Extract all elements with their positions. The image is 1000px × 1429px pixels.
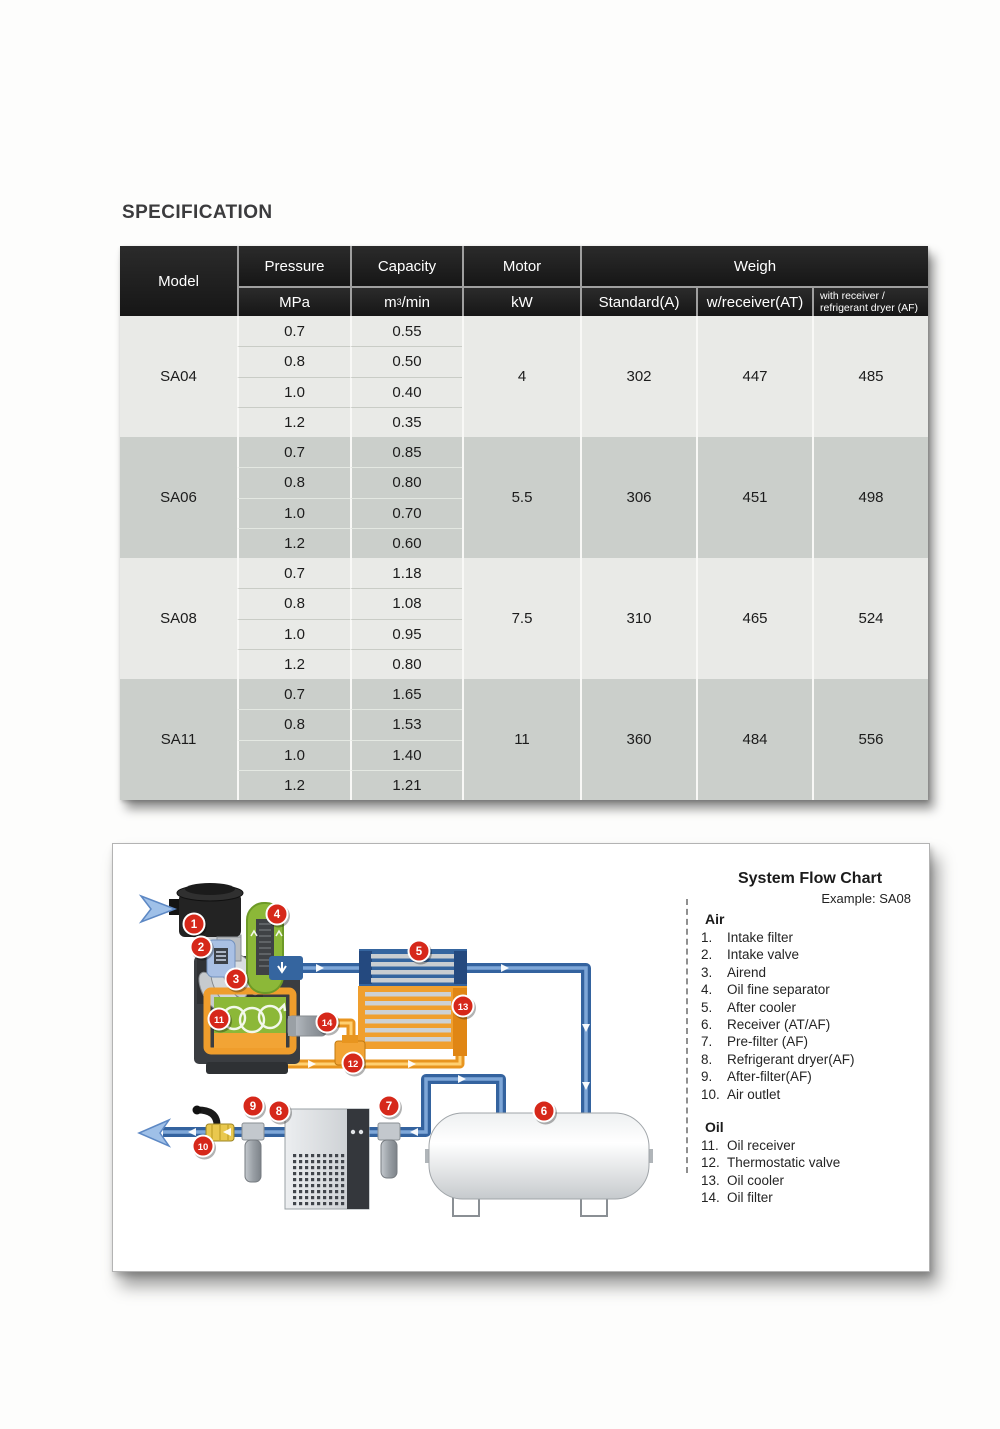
header-motor: Motor xyxy=(462,246,580,286)
pre-filter xyxy=(378,1123,400,1178)
legend-item-label: Oil fine separator xyxy=(727,982,830,998)
header-weigh-dryer-text: with receiver / refrigerant dryer (AF) xyxy=(820,289,919,314)
header-capacity-unit xyxy=(350,286,462,316)
specification-table xyxy=(120,246,928,800)
pressure-cell: 0.7 xyxy=(237,679,350,709)
header-motor-unit: kW xyxy=(462,286,580,316)
svg-text:3: 3 xyxy=(232,973,240,986)
capacity-unit-rest: /min xyxy=(401,293,430,311)
legend-item-number: 2. xyxy=(701,947,713,963)
pressure-cell: 1.2 xyxy=(237,649,350,679)
header-capacity: Capacity xyxy=(350,246,462,286)
legend-oil-item-2 xyxy=(699,1154,921,1171)
legend-oil-item-3 xyxy=(699,1172,921,1189)
motor-cell: 4 xyxy=(462,316,580,437)
legend-item-number: 5. xyxy=(701,999,713,1015)
model-cell: SA06 xyxy=(160,489,197,506)
legend-item-label: Pre-filter (AF) xyxy=(727,1034,808,1050)
capacity-cell: 0.50 xyxy=(350,346,462,376)
pressure-cell: 0.7 xyxy=(237,316,350,346)
capacity-cell: 1.08 xyxy=(350,588,462,618)
table-group-sa08 xyxy=(120,558,928,679)
header-pressure: Pressure xyxy=(237,246,350,286)
flow-chart-legend xyxy=(699,870,921,1207)
weight-standard-cell: 310 xyxy=(580,558,696,679)
capacity-cell: 0.80 xyxy=(350,649,462,679)
weight-standard-cell: 306 xyxy=(580,437,696,558)
weight-dryer-cell: 498 xyxy=(812,437,928,558)
legend-oil-list xyxy=(699,1137,921,1207)
legend-item-label: After-filter(AF) xyxy=(727,1069,812,1085)
svg-text:5: 5 xyxy=(415,945,423,958)
legend-air-item-8 xyxy=(699,1051,921,1068)
model-cell: SA04 xyxy=(160,368,197,385)
legend-air-item-9 xyxy=(699,1068,921,1085)
legend-air-item-6 xyxy=(699,1016,921,1033)
header-weigh: Weigh xyxy=(580,246,928,286)
legend-oil-label: Oil xyxy=(705,1119,724,1136)
weight-receiver-cell: 484 xyxy=(696,679,812,800)
capacity-cell: 1.21 xyxy=(350,770,462,800)
pressure-cell: 1.0 xyxy=(237,619,350,649)
pressure-cell: 0.8 xyxy=(237,709,350,739)
header-model: Model xyxy=(120,246,237,316)
flow-chart-example: Example: SA08 xyxy=(821,891,911,906)
table-group-sa11 xyxy=(120,679,928,800)
header-weigh-standard: Standard(A) xyxy=(580,286,696,316)
legend-item-number: 8. xyxy=(701,1051,713,1067)
badge-7 xyxy=(379,1096,403,1120)
pressure-cell: 0.8 xyxy=(237,588,350,618)
table-group-sa04 xyxy=(120,316,928,437)
legend-item-label: Airend xyxy=(727,964,767,980)
legend-item-number: 3. xyxy=(701,964,713,980)
legend-item-label: Refrigerant dryer(AF) xyxy=(727,1051,855,1067)
legend-item-number: 4. xyxy=(701,982,713,998)
badge-8 xyxy=(269,1101,293,1125)
capacity-cell: 0.95 xyxy=(350,619,462,649)
pressure-cell: 1.2 xyxy=(237,407,350,437)
table-header xyxy=(120,246,928,316)
weight-dryer-cell: 556 xyxy=(812,679,928,800)
svg-text:10: 10 xyxy=(197,1141,209,1153)
svg-text:13: 13 xyxy=(457,1001,469,1013)
motor-cell: 11 xyxy=(462,679,580,800)
table-group-sa06 xyxy=(120,437,928,558)
pressure-cell: 0.8 xyxy=(237,346,350,376)
weight-dryer-cell: 485 xyxy=(812,316,928,437)
svg-text:8: 8 xyxy=(275,1105,283,1118)
weight-dryer-cell: 524 xyxy=(812,558,928,679)
capacity-cell: 0.40 xyxy=(350,377,462,407)
dryer-vent-grid xyxy=(293,1154,344,1205)
svg-text:2: 2 xyxy=(197,941,205,954)
system-flow-chart-panel xyxy=(112,843,930,1272)
pressure-cell: 1.0 xyxy=(237,498,350,528)
svg-text:12: 12 xyxy=(347,1058,359,1070)
legend-oil-item-4 xyxy=(699,1189,921,1206)
capacity-cell: 1.40 xyxy=(350,740,462,770)
svg-text:7: 7 xyxy=(385,1100,393,1113)
capacity-cell: 0.80 xyxy=(350,467,462,497)
air-outlet xyxy=(139,1106,234,1147)
capacity-cell: 0.55 xyxy=(350,316,462,346)
badge-9 xyxy=(243,1096,267,1120)
legend-item-label: Receiver (AT/AF) xyxy=(727,1017,831,1033)
legend-item-number: 6. xyxy=(701,1017,713,1033)
pressure-cell: 0.7 xyxy=(237,437,350,467)
legend-oil-item-1 xyxy=(699,1137,921,1154)
legend-item-label: Oil receiver xyxy=(727,1138,796,1154)
pressure-cell: 1.0 xyxy=(237,740,350,770)
capacity-unit-sup: 3 xyxy=(396,297,402,307)
legend-item-number: 9. xyxy=(701,1069,713,1085)
svg-text:11: 11 xyxy=(213,1014,225,1026)
legend-item-label: Intake valve xyxy=(727,947,800,963)
oil-cooler xyxy=(358,986,467,1056)
legend-item-label: Oil filter xyxy=(727,1190,773,1206)
svg-text:9: 9 xyxy=(249,1100,257,1113)
pressure-cell: 0.8 xyxy=(237,467,350,497)
legend-item-number: 13. xyxy=(701,1172,720,1188)
page-title: SPECIFICATION xyxy=(122,202,273,223)
legend-item-number: 10. xyxy=(701,1086,720,1102)
legend-air-item-10 xyxy=(699,1086,921,1103)
model-cell: SA11 xyxy=(160,731,197,748)
receiver-tank xyxy=(425,1113,653,1216)
legend-air-item-7 xyxy=(699,1033,921,1050)
separator-outlet-elbow xyxy=(269,956,303,980)
motor-cell: 7.5 xyxy=(462,558,580,679)
pressure-cell: 1.0 xyxy=(237,377,350,407)
capacity-cell: 1.53 xyxy=(350,709,462,739)
legend-item-label: Oil cooler xyxy=(727,1172,785,1188)
legend-air-item-3 xyxy=(699,964,921,981)
legend-item-label: Thermostatic valve xyxy=(727,1155,841,1171)
capacity-cell: 1.65 xyxy=(350,679,462,709)
weight-standard-cell: 302 xyxy=(580,316,696,437)
weight-receiver-cell: 465 xyxy=(696,558,812,679)
legend-item-label: Intake filter xyxy=(727,930,794,945)
weight-receiver-cell: 447 xyxy=(696,316,812,437)
table-body xyxy=(120,316,928,800)
svg-text:1: 1 xyxy=(190,918,198,931)
legend-item-number: 12. xyxy=(701,1155,720,1171)
model-cell: SA08 xyxy=(160,610,197,627)
legend-divider xyxy=(686,899,688,1173)
capacity-cell: 0.35 xyxy=(350,407,462,437)
legend-item-label: Air outlet xyxy=(727,1086,781,1102)
capacity-cell: 1.18 xyxy=(350,558,462,588)
after-filter xyxy=(242,1123,264,1182)
capacity-cell: 0.60 xyxy=(350,528,462,558)
legend-air-list xyxy=(699,929,921,1103)
legend-item-label: After cooler xyxy=(727,999,797,1015)
svg-text:4: 4 xyxy=(273,908,281,921)
legend-air-item-4 xyxy=(699,981,921,998)
motor-cell: 5.5 xyxy=(462,437,580,558)
svg-text:14: 14 xyxy=(321,1017,333,1029)
legend-item-number: 1. xyxy=(701,930,713,945)
svg-text:6: 6 xyxy=(540,1105,548,1118)
flow-chart-title: System Flow Chart xyxy=(737,870,883,887)
legend-air-item-1 xyxy=(699,929,921,946)
legend-item-number: 14. xyxy=(701,1190,720,1206)
legend-item-number: 11. xyxy=(701,1138,719,1154)
pressure-cell: 1.2 xyxy=(237,770,350,800)
capacity-unit-base: m xyxy=(384,293,397,311)
pressure-cell: 1.2 xyxy=(237,528,350,558)
legend-air-item-5 xyxy=(699,999,921,1016)
pressure-cell: 0.7 xyxy=(237,558,350,588)
weight-receiver-cell: 451 xyxy=(696,437,812,558)
header-weigh-receiver: w/receiver(AT) xyxy=(696,286,812,316)
capacity-cell: 0.85 xyxy=(350,437,462,467)
capacity-cell: 0.70 xyxy=(350,498,462,528)
legend-air-item-2 xyxy=(699,946,921,963)
header-pressure-unit: MPa xyxy=(237,286,350,316)
header-weigh-dryer xyxy=(812,286,928,316)
legend-air-label: Air xyxy=(705,911,725,927)
legend-item-number: 7. xyxy=(701,1034,713,1050)
weight-standard-cell: 360 xyxy=(580,679,696,800)
refrigerant-dryer xyxy=(285,1109,369,1209)
